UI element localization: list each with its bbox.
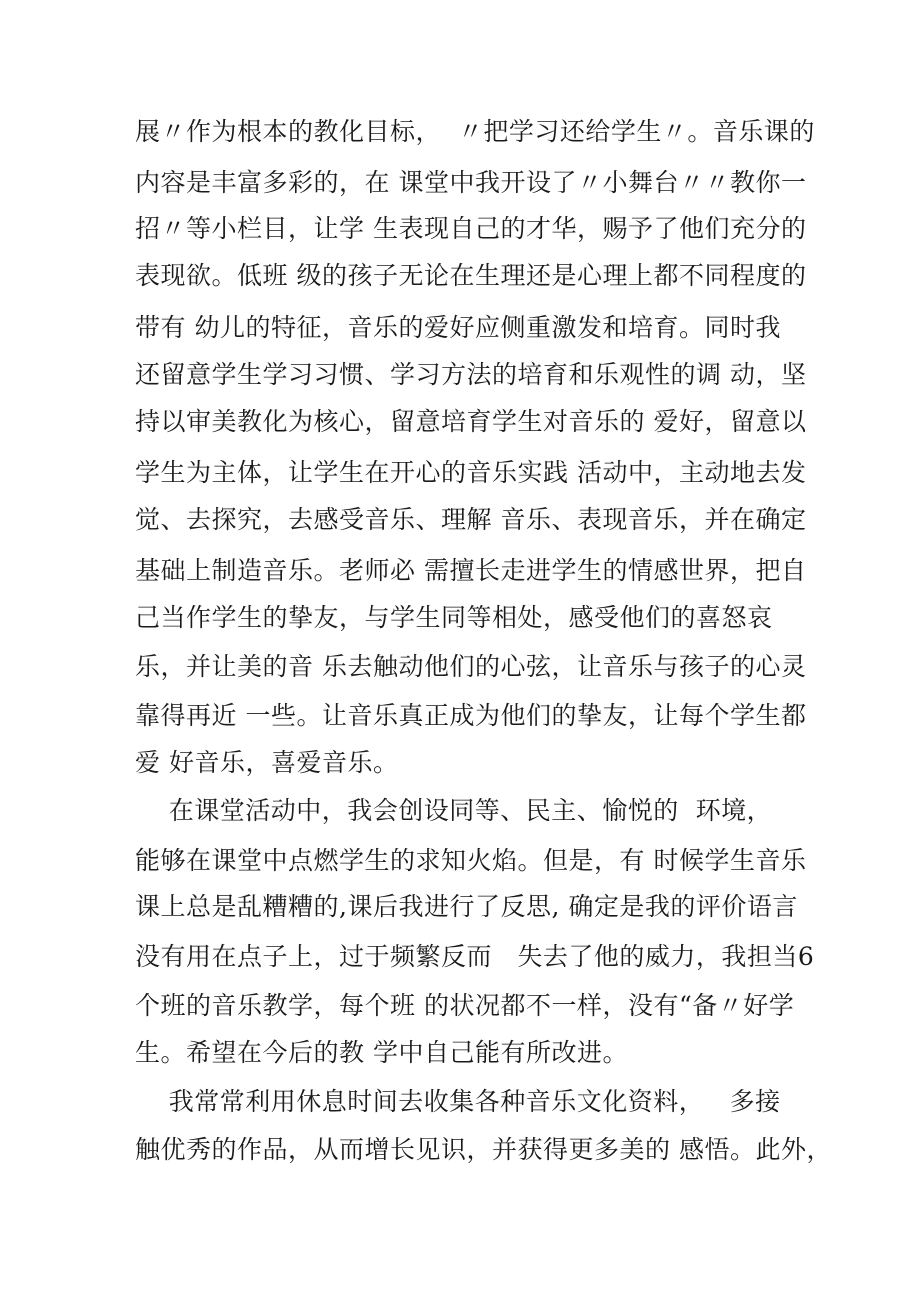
text-line: 爱 好音乐，喜爱音乐。	[135, 748, 399, 777]
text-line: 个班的音乐教学，每个班 的状况都不一样，没有“备〃好学	[135, 991, 795, 1020]
text-line: 觉、去探究，去感受音乐、理解 音乐、表现音乐，并在确定	[135, 505, 807, 534]
text-line: 展〃作为根本的教化目标， 〃把学习还给学生〃。音乐课的	[135, 117, 815, 146]
text-line: 己当作学生的挚友，与学生同等相处，感受他们的喜怒哀	[135, 603, 773, 632]
text-line: 基础上制造音乐。老师必 需擅长走进学生的情感世界，把自	[135, 556, 807, 585]
text-line: 在课堂活动中，我会创设同等、民主、愉悦的 环境，	[135, 796, 773, 825]
text-line: 持以审美教化为核心，留意培育学生对音乐的 爱好，留意以	[135, 407, 807, 436]
text-line: 表现欲。低班 级的孩子无论在生理还是心理上都不同程度的	[135, 261, 807, 290]
text-line: 触优秀的作品，从而增长见识，并获得更多美的 感悟。此外，	[135, 1135, 832, 1164]
text-line: 招〃等小栏目，让学 生表现自己的才华，赐予了他们充分的	[135, 214, 807, 243]
text-line: 还留意学生学习习惯、学习方法的培育和乐观性的调 动，坚	[135, 360, 807, 389]
text-line: 我常常利用休息时间去收集各种音乐文化资料， 多接	[135, 1087, 781, 1116]
text-line: 没有用在点子上，过于频繁反而 失去了他的威力，我担当6	[135, 942, 815, 971]
text-line: 乐，并让美的音 乐去触动他们的心弦，让音乐与孩子的心灵	[135, 652, 807, 681]
text-line: 课上总是乱糟糟的,课后我进行了反思, 确定是我的评价语言	[135, 892, 798, 921]
text-line: 靠得再近 一些。让音乐真正成为他们的挚友，让每个学生都	[135, 701, 807, 730]
text-line: 带有 幼儿的特征，音乐的爱好应侧重激发和培育。同时我	[135, 313, 781, 342]
text-line: 学生为主体，让学生在开心的音乐实践 活动中，主动地去发	[135, 458, 807, 487]
text-line: 能够在课堂中点燃学生的求知火焰。但是，有 时候学生音乐	[135, 846, 807, 875]
text-line: 内容是丰富多彩的，在 课堂中我开设了〃小舞台〃〃教你一	[135, 168, 807, 197]
text-line: 生。希望在今后的教 学中自己能有所改进。	[135, 1038, 628, 1067]
